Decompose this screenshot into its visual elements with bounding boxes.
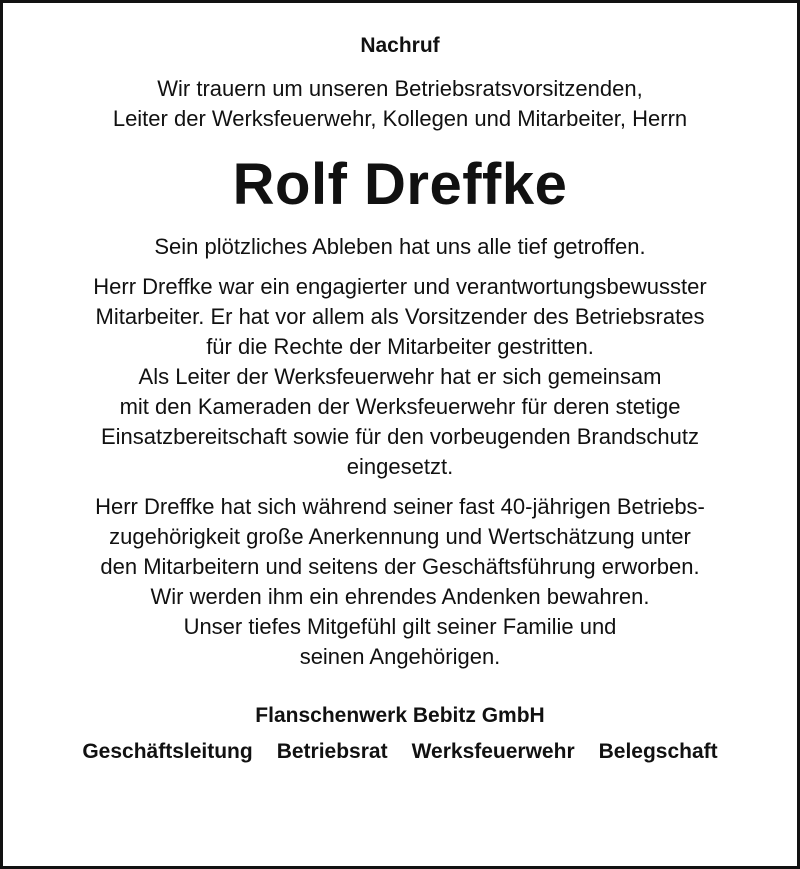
paragraph-line: mit den Kameraden der Werksfeuerwehr für deren stetige xyxy=(119,394,681,419)
signer-fire-brigade: Werksfeuerwehr xyxy=(411,740,575,763)
intro-line: Wir trauern um unseren Betriebsratsvorsitzenden, xyxy=(157,76,643,101)
paragraph-line: eingesetzt. xyxy=(346,454,454,479)
signer-staff: Belegschaft xyxy=(598,740,718,763)
paragraph-line: Mitarbeiter. Er hat vor allem als Vorsitzender des Betriebsrates xyxy=(95,304,705,329)
paragraph-line: Sein plötzliches Ableben hat uns alle tief getroffen. xyxy=(154,234,646,259)
paragraph-3 xyxy=(3,492,797,672)
paragraph-line: Herr Dreffke hat sich während seiner fast 40-jährigen Betriebs- xyxy=(95,494,705,519)
paragraph-line: Herr Dreffke war ein engagierter und verantwortungsbewusster xyxy=(93,274,707,299)
signer-works-council: Betriebsrat xyxy=(276,740,388,763)
signer-management: Geschäftsleitung xyxy=(82,740,253,763)
paragraph-1 xyxy=(3,232,797,262)
intro-line: Leiter der Werksfeuerwehr, Kollegen und Mitarbeiter, Herrn xyxy=(112,106,688,131)
paragraph-line: für die Rechte der Mitarbeiter gestritten. xyxy=(206,334,594,359)
paragraph-line: zugehörigkeit große Anerkennung und Wertschätzung unter xyxy=(109,524,691,549)
paragraph-line: den Mitarbeitern und seitens der Geschäftsführung erworben. xyxy=(100,554,700,579)
obituary-content xyxy=(3,33,797,766)
paragraph-line: Unser tiefes Mitgefühl gilt seiner Familie und xyxy=(183,614,617,639)
deceased-name: Rolf Dreffke xyxy=(232,152,568,217)
intro-text xyxy=(3,74,797,134)
paragraph-line: Als Leiter der Werksfeuerwehr hat er sich gemeinsam xyxy=(138,364,662,389)
company-name: Flanschenwerk Bebitz GmbH xyxy=(255,704,545,727)
obituary-heading: Nachruf xyxy=(360,34,440,57)
signers-row xyxy=(3,738,797,766)
paragraph-line: seinen Angehörigen. xyxy=(299,644,501,669)
paragraph-2 xyxy=(3,272,797,482)
paragraph-line: Einsatzbereitschaft sowie für den vorbeugenden Brandschutz xyxy=(100,424,700,449)
paragraph-line: Wir werden ihm ein ehrendes Andenken bewahren. xyxy=(150,584,650,609)
